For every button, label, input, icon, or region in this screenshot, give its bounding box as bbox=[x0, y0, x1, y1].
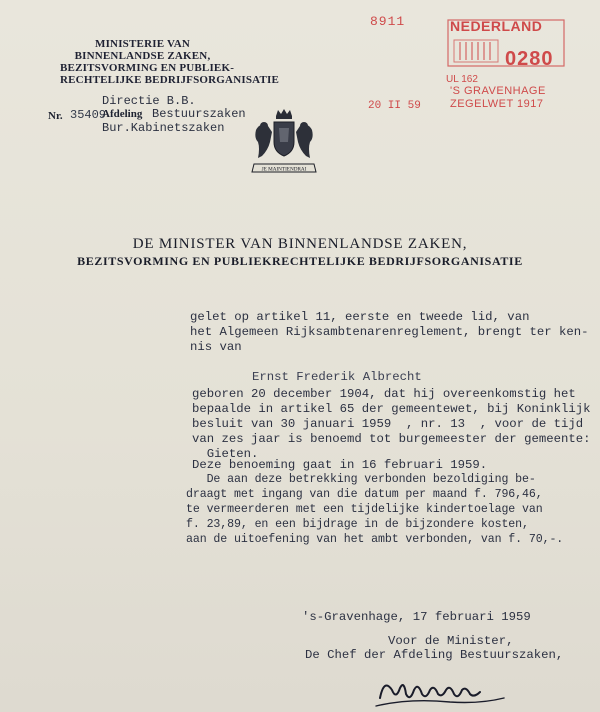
document-title: DE MINISTER VAN BINNENLANDSE ZAKEN, bbox=[132, 236, 468, 252]
signatory-line-2: De Chef der Afdeling Bestuurszaken, bbox=[305, 648, 564, 662]
afdeling-value: Bestuurszaken bbox=[152, 107, 246, 121]
start-date-paragraph: Deze benoeming gaat in 16 februari 1959. bbox=[192, 458, 488, 472]
appointment-paragraph: geboren 20 december 1904, dat hij overeenkomstig het bepaalde in artikel 65 der gemeentewet, bij Koninklijk besluit van 30 januari 1959 , nr. 13 , voor de tijd van zes jaar is benoemd tot burgemeester der gemeente: Gieten. bbox=[192, 387, 591, 461]
motto-text: JE MAINTIENDRAI bbox=[261, 166, 307, 173]
place-date: 's-Gravenhage, 17 februari 1959 bbox=[302, 610, 531, 624]
coat-of-arms-icon bbox=[248, 108, 320, 180]
handwritten-signature bbox=[370, 668, 510, 712]
stamp-country: NEDERLAND bbox=[450, 18, 543, 34]
bureau-label: Bur.Kabinetszaken bbox=[102, 121, 225, 135]
number-label: Nr. bbox=[48, 110, 63, 122]
signatory-line-1: Voor de Minister, bbox=[388, 634, 514, 648]
ministry-line: RECHTELIJKE BEDRIJFSORGANISATIE bbox=[60, 74, 280, 86]
intro-paragraph: gelet op artikel 11, eerste en tweede lid, van het Algemeen Rijksambtenarenreglement, brengt ter ken- nis van bbox=[190, 310, 589, 354]
number-value: 35409 bbox=[70, 108, 107, 122]
salary-paragraph: De aan deze betrekking verbonden bezoldiging be- draagt met ingang van die datum per maand f. 796,46, te vermeerderen met een tijdelijke kindertoelage van f. 23,89, en een bijdrage in de bijzondere kosten, aan de uitoefening van het ambt verbonden, van f. 70,-. bbox=[186, 473, 564, 546]
document-subtitle: BEZITSVORMING EN PUBLIEKRECHTELIJKE BEDRIJFSORGANISATIE bbox=[77, 254, 523, 268]
stamp-code: UL 162 bbox=[446, 74, 478, 85]
stamp-zegelwet: ZEGELWET 1917 bbox=[450, 98, 544, 110]
directie-label: Directie B.B. bbox=[102, 94, 196, 108]
stamp-counter: 8911 bbox=[370, 14, 406, 29]
stamp-city: 'S GRAVENHAGE bbox=[450, 85, 546, 97]
stamp-date: 20 II 59 bbox=[368, 100, 421, 112]
appointee-name: Ernst Frederik Albrecht bbox=[252, 370, 422, 384]
ministry-line: MINISTERIE VAN bbox=[94, 38, 190, 50]
ministry-line: BINNENLANDSE ZAKEN, bbox=[74, 50, 211, 62]
ministry-line: BEZITSVORMING EN PUBLIEK- bbox=[60, 62, 235, 74]
afdeling-label: Afdeling bbox=[102, 108, 143, 120]
stamp-value: 0280 bbox=[505, 48, 554, 70]
ministry-header bbox=[60, 38, 280, 86]
